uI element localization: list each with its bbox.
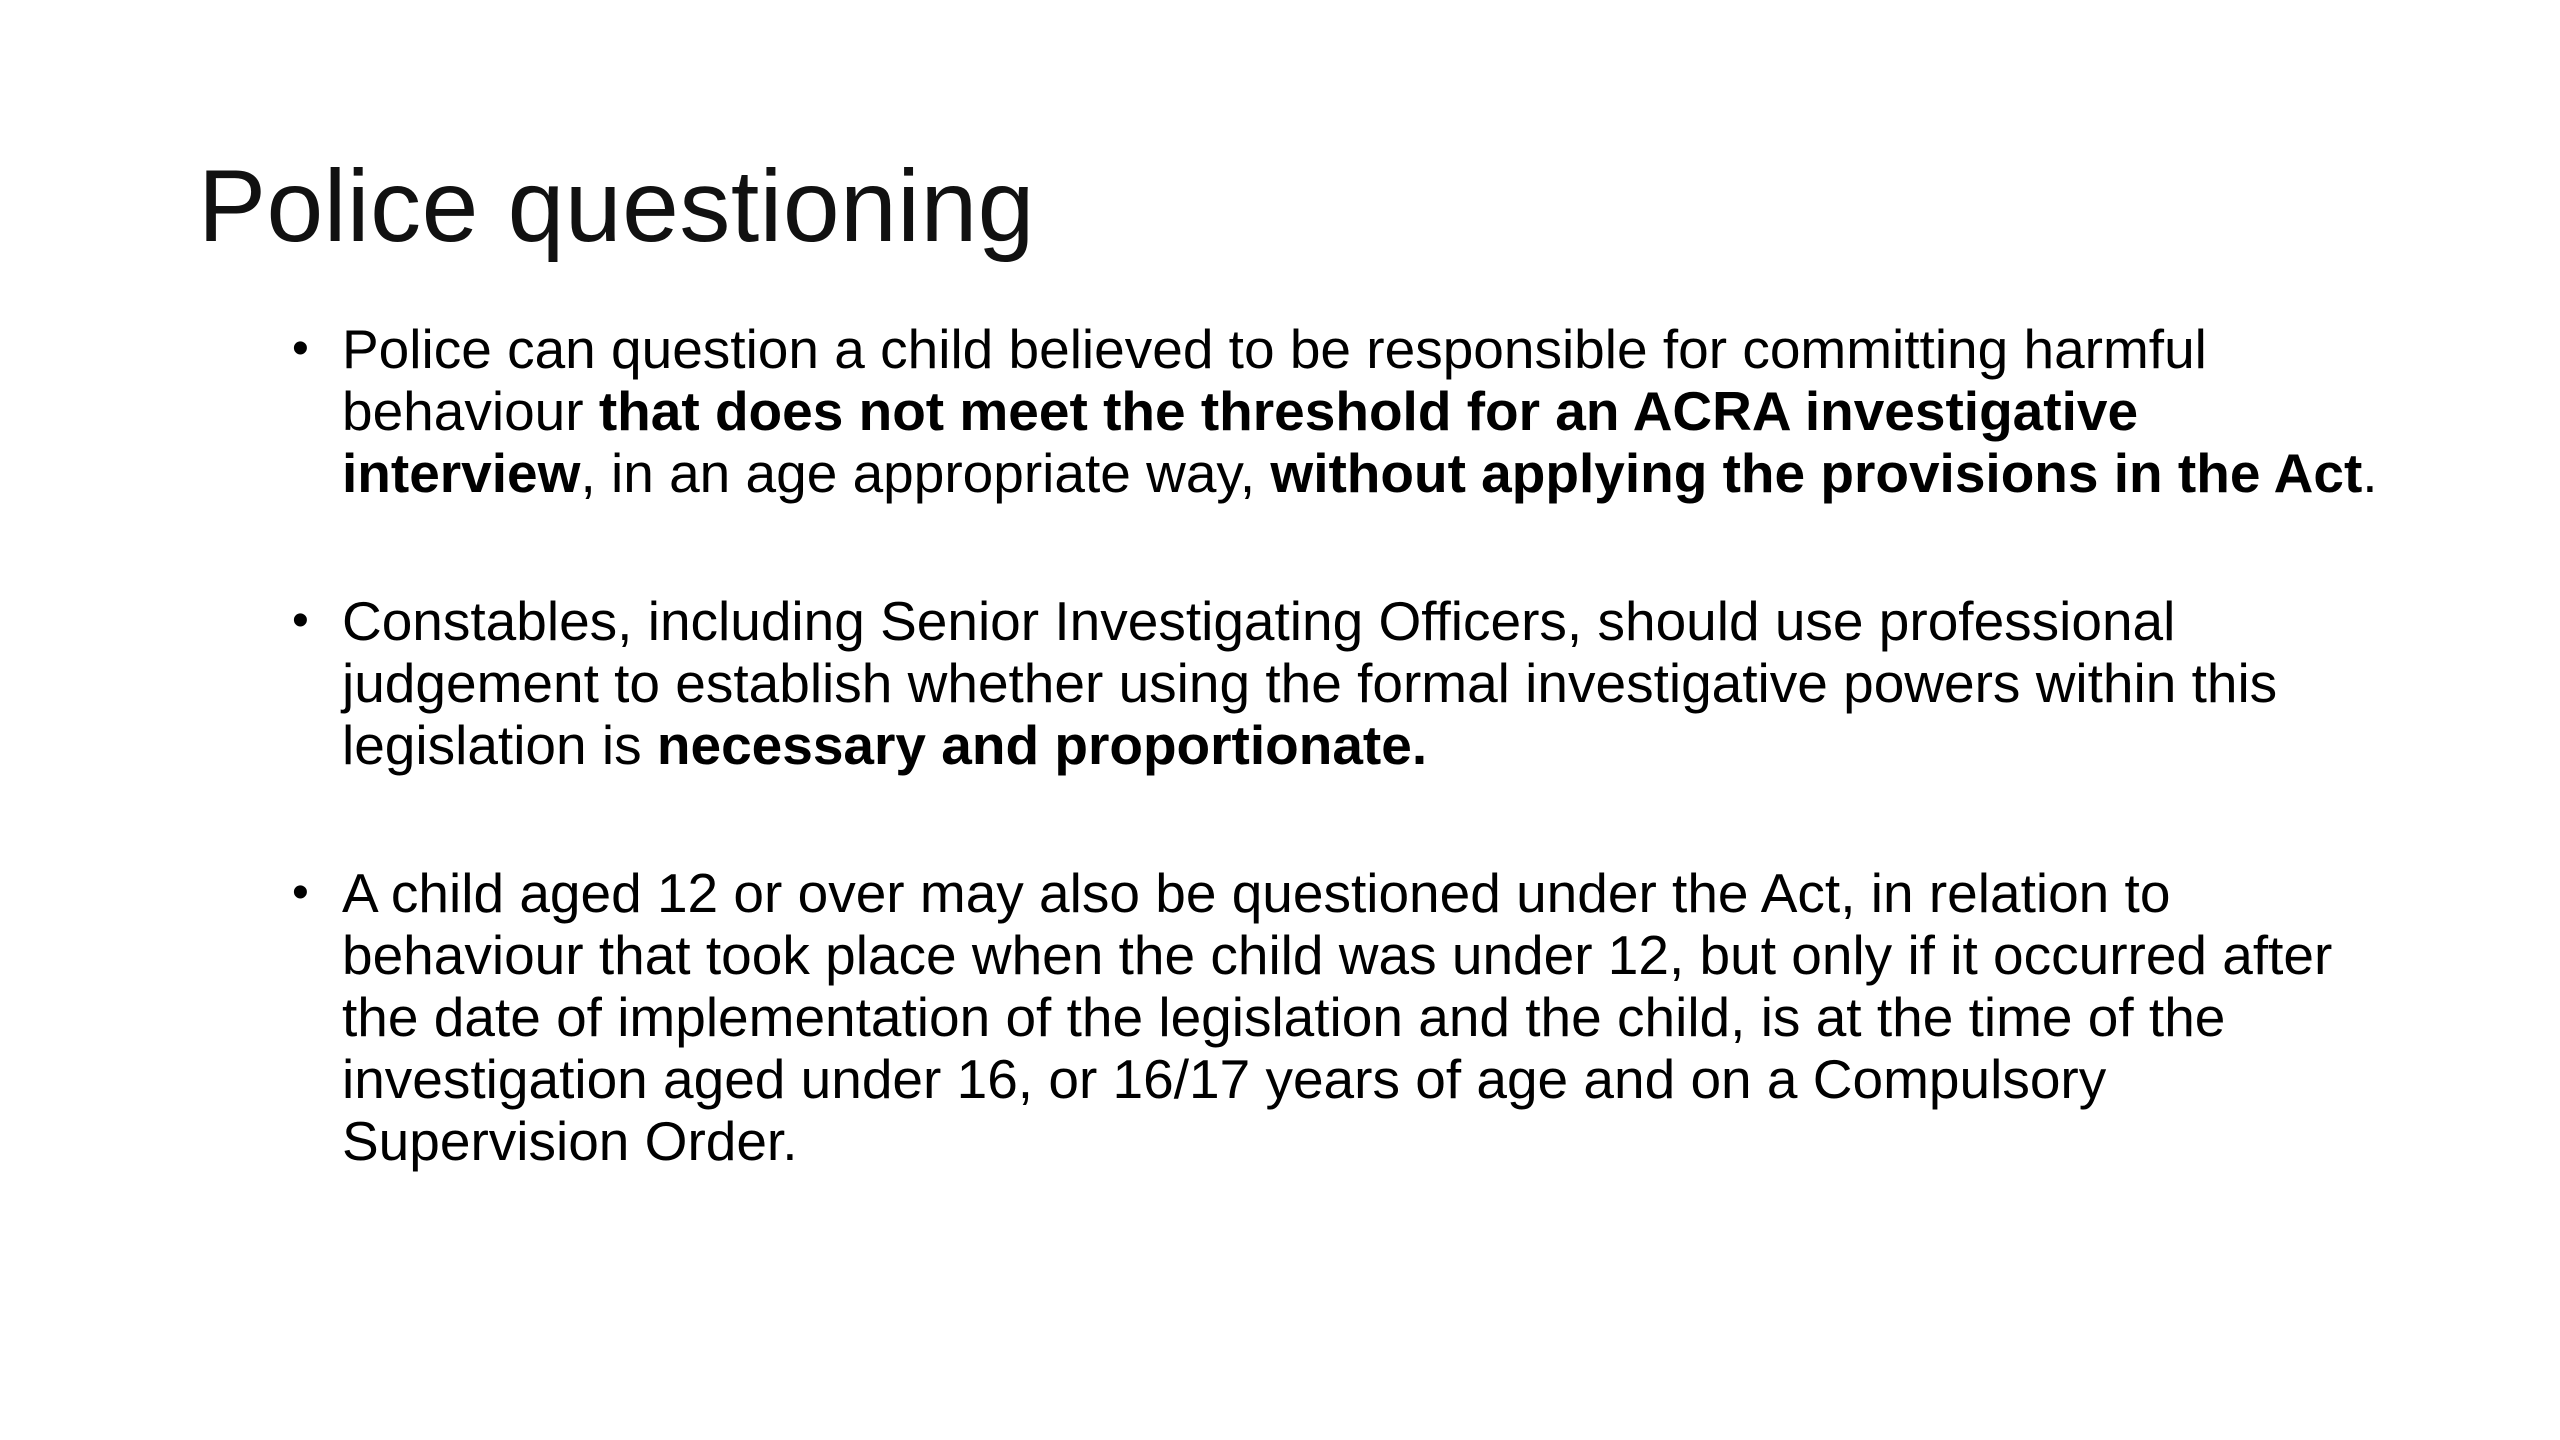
bullet-list (292, 318, 2402, 1172)
bullet-emphasis-text: that does not meet the threshold for an ACRA investigative interview (342, 380, 2139, 504)
bullet-marker: • (292, 322, 309, 375)
bullet-text-part: A child aged 12 or over may also be questioned under the Act, in relation to behaviour that took place when the child was under 12, but only if it occurred after the date of implementation of the legislation and the child, is at the time of the investigation aged under 16, or 16/17 years of age and on a Compulsory Supervision Order. (342, 862, 2333, 1172)
bullet-emphasis-text: without applying the provisions in the Act (1270, 442, 2363, 504)
bullet-text-part: . (2362, 442, 2378, 504)
bullet-emphasis-text: necessary and proportionate. (656, 714, 1428, 776)
slide-title: Police questioning (198, 149, 1035, 263)
bullet-text-part: , in an age appropriate way, (580, 442, 1271, 504)
bullet-item (292, 590, 2402, 776)
bullet-item (292, 862, 2402, 1172)
bullet-text-part: Constables, including Senior Investigating Officers, should use professional judgement to establish whether using the formal investigative powers within this legislation is (342, 590, 2278, 776)
bullet-marker: • (292, 866, 309, 919)
bullet-text-part: Police can question a child believed to be responsible for committing harmful behaviour (342, 318, 2207, 442)
bullet-item (292, 318, 2402, 504)
bullet-marker: • (292, 594, 309, 647)
